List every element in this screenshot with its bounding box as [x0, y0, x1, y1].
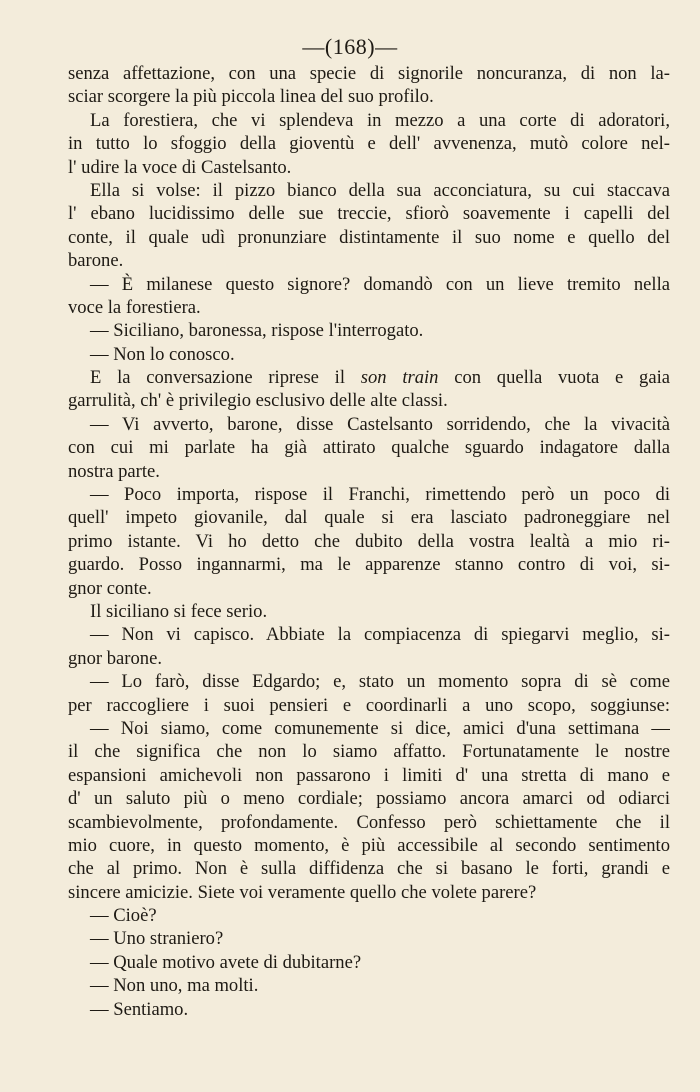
- text-line: in tutto lo sfoggio della gioventù e dell' avvenenza, mutò colore nel-: [68, 133, 670, 155]
- text-line: — Cioè?: [90, 905, 157, 927]
- text-line: scambievolmente, profondamente. Confesso però schiettamente che il: [68, 811, 670, 833]
- text-line: sincere amicizie. Siete voi veramente quello che volete parere?: [68, 881, 537, 903]
- text-line: guardo. Posso ingannarmi, ma le apparenze stanno contro di voi, si-: [68, 554, 670, 576]
- text-line: nostra parte.: [68, 460, 160, 482]
- text-line: conte, il quale udì pronunziare distintamente il suo nome e quello del: [68, 226, 670, 248]
- body-text: [68, 62, 670, 1021]
- text-line: — Vi avverto, barone, disse Castelsanto sorridendo, che la vivacità: [90, 413, 670, 435]
- text-line: che al primo. Non è sulla diffidenza che si basano le forti, grandi e: [68, 858, 670, 880]
- text-line: — Quale motivo avete di dubitarne?: [90, 951, 362, 973]
- page-number: —(168)—: [302, 34, 398, 59]
- text-line: quell' impeto giovanile, dal quale si era lasciato padroneggiare nel: [68, 507, 670, 529]
- text-line: — Siciliano, baronessa, rispose l'interrogato.: [90, 320, 424, 342]
- text-line: con cui mi parlate ha già attirato qualche sguardo indagatore dalla: [68, 437, 670, 459]
- text-line: sciar scorgere la più piccola linea del suo profilo.: [68, 86, 434, 108]
- text-line: — Non vi capisco. Abbiate la compiacenza di spiegarvi meglio, si-: [90, 624, 670, 646]
- text-line: mio cuore, in questo momento, è più accessibile al secondo sentimento: [68, 834, 670, 856]
- text-line: espansioni amichevoli non passarono i limiti d' una stretta di mano e: [68, 764, 670, 786]
- text-line: — Lo farò, disse Edgardo; e, stato un momento sopra di sè come: [90, 671, 670, 693]
- text-line: l' udire la voce di Castelsanto.: [68, 156, 292, 178]
- text-line: d' un saluto più o meno cordiale; possiamo ancora amarci od odiarci: [68, 788, 670, 810]
- text-line: — Non lo conosco.: [90, 343, 235, 365]
- text-line: voce la forestiera.: [68, 296, 201, 318]
- text-line: La forestiera, che vi splendeva in mezzo a una corte di adoratori,: [90, 109, 670, 131]
- text-line: senza affettazione, con una specie di signorile noncuranza, di non la-: [68, 63, 670, 84]
- italic-phrase: son train: [360, 367, 439, 389]
- text-line: barone.: [68, 250, 124, 272]
- text-line: — Poco importa, rispose il Franchi, rimettendo però un poco di: [90, 484, 670, 506]
- text-line: garrulità, ch' è privilegio esclusivo delle alte classi.: [68, 390, 448, 412]
- text-line: gnor barone.: [68, 647, 162, 669]
- text-line: per raccogliere i suoi pensieri e coordinarli a uno scopo, soggiunse:: [68, 694, 670, 716]
- text-line: primo istante. Vi ho detto che dubito della vostra lealtà a mio ri-: [68, 530, 670, 552]
- text-line: Il siciliano si fece serio.: [90, 600, 268, 622]
- text-line: — È milanese questo signore? domandò con un lieve tremito nella: [90, 273, 670, 295]
- text-line: E la conversazione riprese il son train con quella vuota e gaia: [90, 367, 670, 389]
- text-line: — Noi siamo, come comunemente si dice, amici d'una settimana —: [90, 717, 670, 739]
- text-line: il che significa che non lo siamo affatto. Fortunatamente le nostre: [68, 741, 670, 763]
- text-line: Ella si volse: il pizzo bianco della sua acconciatura, su cui staccava: [90, 179, 670, 201]
- text-line: — Sentiamo.: [90, 998, 189, 1020]
- text-line: — Non uno, ma molti.: [90, 975, 259, 997]
- text-line: — Uno straniero?: [90, 928, 224, 950]
- text-line: l' ebano lucidissimo delle sue treccie, sfiorò soavemente i capelli del: [68, 203, 670, 225]
- text-line: gnor conte.: [68, 577, 152, 599]
